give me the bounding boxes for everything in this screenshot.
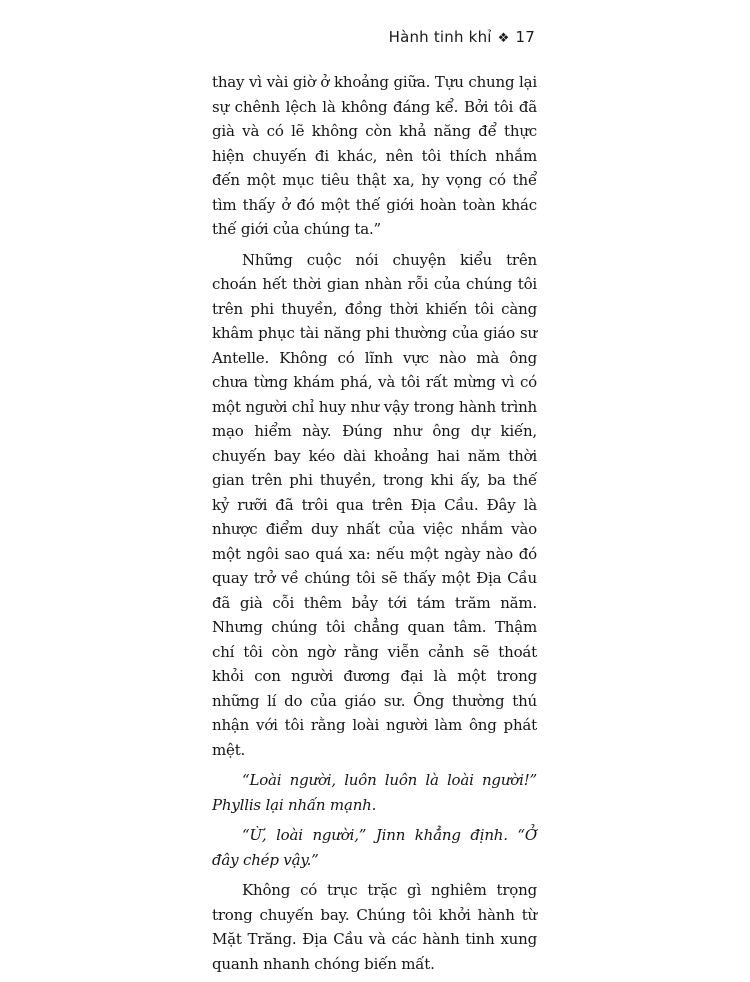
- paragraph-continued: thay vì vài giờ ở khoảng giữa. Tựu chung lại sự chênh lệch là không đáng kể. Bởi tôi đã già và có lẽ không còn khả năng để thực hiện chuyến đi khác, nên tôi thích nhắm đến một mục tiêu thật xa, hy vọng có thể tìm thấy ở đó một thế giới hoàn toàn khác thế giới của chúng ta.”: [212, 73, 537, 238]
- dialogue-line: [212, 768, 537, 817]
- separator-ornament-icon: ❖: [497, 31, 510, 46]
- chapter-title: Hành tinh khỉ: [388, 28, 492, 46]
- page-number: 17: [515, 28, 535, 46]
- dialogue-tag: Jinn khẳng định.: [366, 826, 518, 844]
- paragraph: Không có trục trặc gì nghiêm trọng trong chuyến bay. Chúng tôi khởi hành từ Mặt Trăng. Địa Cầu và các hành tinh xung quanh nhanh chóng biến mất.: [212, 881, 537, 973]
- body-text: [212, 70, 537, 982]
- dialogue-line: [212, 823, 537, 872]
- dialogue-quote: “Loài người, luôn luôn là loài người!”: [242, 771, 537, 789]
- dialogue-quote: “Ừ, loài người,”: [242, 826, 367, 844]
- running-header: [389, 28, 535, 46]
- dialogue-tag: Phyllis lại nhấn mạnh.: [212, 795, 377, 814]
- dialogue-quote: “Ở đây chép vậy.”: [212, 826, 537, 869]
- paragraph: Những cuộc nói chuyện kiểu trên choán hết thời gian nhàn rỗi của chúng tôi trên phi thuyền, đồng thời khiến tôi càng khâm phục tài năng phi thường của giáo sư Antelle. Không có lĩnh vực nào mà ông chưa từng khám phá, và tôi rất mừng vì có một người chỉ huy như vậy trong hành trình mạo hiểm này. Đúng như ông dự kiến, chuyến bay kéo dài khoảng hai năm thời gian trên phi thuyền, trong khi ấy, ba thế kỷ rưỡi đã trôi qua trên Địa Cầu. Đây là nhược điểm duy nhất của việc nhắm vào một ngôi sao quá xa: nếu một ngày nào đó quay trở về chúng tôi sẽ thấy một Địa Cầu đã già cỗi thêm bảy tới tám trăm năm. Nhưng chúng tôi chẳng quan tâm. Thậm chí tôi còn ngờ rằng viễn cảnh sẽ thoát khỏi con người đương đại là một trong những lí do của giáo sư. Ông thường thú nhận với tôi rằng loài người làm ông phát mệt.: [212, 250, 537, 759]
